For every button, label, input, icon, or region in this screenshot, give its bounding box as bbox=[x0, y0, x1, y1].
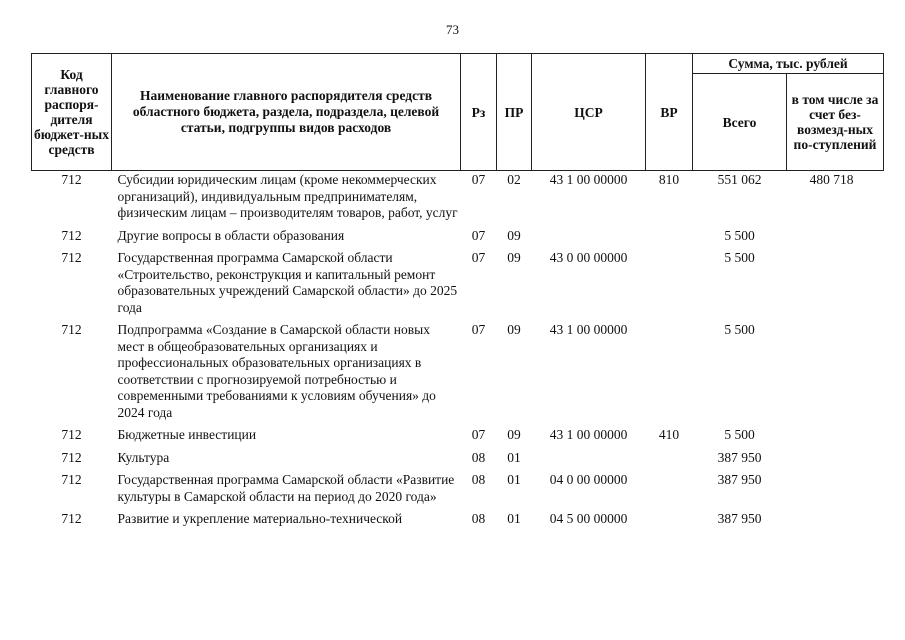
cell-rz: 08 bbox=[471, 472, 486, 487]
cell-pr: 01 bbox=[507, 511, 521, 526]
table-body bbox=[32, 171, 884, 534]
cell-total: 387 950 bbox=[717, 449, 762, 465]
cell-name: Культура bbox=[117, 449, 170, 465]
cell-pr: 01 bbox=[507, 449, 521, 465]
cell-name: Подпрограмма «Создание в Самарской области новых мест в общеобразовательных организациях и профессиональных образовательных организациях в соответствии с прогнозируемой потребностью и современными требованиями к условиям обучения» до 2024 года bbox=[117, 322, 436, 420]
cell-name: Государственная программа Самарской области «Развитие культуры в Самарской области на период до 2020 года» bbox=[117, 472, 455, 504]
table-row bbox=[32, 250, 884, 322]
cell-vr bbox=[646, 450, 693, 473]
cell-total: 387 950 bbox=[717, 472, 762, 487]
cell-code: 712 bbox=[61, 427, 82, 442]
cell-csr: 04 5 00 00000 bbox=[549, 511, 628, 526]
cell-grant bbox=[787, 450, 884, 473]
cell-rz: 07 bbox=[471, 172, 486, 187]
cell-pr: 09 bbox=[507, 250, 521, 265]
cell-csr: 04 0 00 00000 bbox=[549, 472, 628, 487]
cell-rz: 08 bbox=[471, 449, 486, 465]
table-row bbox=[32, 171, 884, 228]
cell-total: 5 500 bbox=[724, 427, 755, 442]
cell-grant bbox=[787, 472, 884, 511]
cell-csr: 43 1 00 00000 bbox=[549, 322, 628, 337]
header-total: Всего bbox=[693, 74, 787, 171]
table-header bbox=[32, 54, 884, 171]
cell-pr: 01 bbox=[507, 472, 521, 487]
cell-vr bbox=[646, 472, 693, 511]
cell-code: 712 bbox=[61, 227, 82, 243]
cell-rz: 07 bbox=[471, 227, 486, 243]
header-csr: ЦСР bbox=[532, 54, 646, 171]
cell-name: Государственная программа Самарской области «Строительство, реконструкция и капитальный ремонт образовательных учреждений Самарской области» до 2025 года bbox=[117, 250, 458, 315]
cell-pr: 09 bbox=[507, 322, 521, 337]
table-row bbox=[32, 450, 884, 473]
table-row bbox=[32, 472, 884, 511]
cell-rz: 07 bbox=[471, 250, 486, 265]
cell-rz: 07 bbox=[471, 322, 486, 337]
budget-table bbox=[31, 53, 884, 534]
cell-code: 712 bbox=[61, 511, 82, 526]
cell-vr bbox=[646, 228, 693, 251]
cell-rz: 08 bbox=[471, 511, 486, 526]
page-number: 73 bbox=[446, 22, 459, 37]
cell-total: 5 500 bbox=[724, 250, 755, 265]
header-vr: ВР bbox=[646, 54, 693, 171]
cell-rz: 07 bbox=[471, 427, 486, 442]
cell-vr: 410 bbox=[658, 427, 680, 442]
cell-total: 551 062 bbox=[717, 172, 762, 187]
cell-vr: 810 bbox=[658, 172, 680, 187]
cell-pr: 02 bbox=[507, 172, 521, 187]
header-name: Наименование главного распорядителя средств областного бюджета, раздела, подраздела, целевой статьи, подгруппы видов расходов bbox=[112, 54, 461, 171]
cell-total: 5 500 bbox=[724, 227, 755, 243]
cell-total: 387 950 bbox=[717, 511, 762, 526]
cell-code: 712 bbox=[61, 250, 82, 265]
cell-name: Субсидии юридическим лицам (кроме некоммерческих организаций), индивидуальным предпринимателям, физическим лицам – производителям товаров, работ, услуг bbox=[117, 172, 458, 220]
cell-grant bbox=[787, 250, 884, 322]
table-row bbox=[32, 228, 884, 251]
cell-csr: 43 1 00 00000 bbox=[549, 172, 628, 187]
cell-name: Другие вопросы в области образования bbox=[117, 227, 345, 243]
header-rz: Рз bbox=[461, 54, 497, 171]
cell-code: 712 bbox=[61, 472, 82, 487]
header-grant: в том числе за счет без-возмезд-ных по-ступлений bbox=[787, 74, 884, 171]
cell-grant bbox=[787, 427, 884, 450]
cell-csr: 43 0 00 00000 bbox=[549, 250, 628, 265]
cell-pr: 09 bbox=[507, 227, 521, 243]
table-row bbox=[32, 322, 884, 427]
table-row bbox=[32, 511, 884, 534]
cell-code: 712 bbox=[61, 322, 82, 337]
cell-grant bbox=[787, 322, 884, 427]
cell-pr: 09 bbox=[507, 427, 521, 442]
header-sum-group: Сумма, тыс. рублей bbox=[693, 54, 884, 74]
cell-vr bbox=[646, 511, 693, 534]
cell-vr bbox=[646, 250, 693, 322]
cell-csr: 43 1 00 00000 bbox=[549, 427, 628, 442]
header-pr: ПР bbox=[497, 54, 532, 171]
cell-code: 712 bbox=[61, 449, 82, 465]
cell-name: Бюджетные инвестиции bbox=[117, 427, 257, 442]
cell-grant: 480 718 bbox=[809, 172, 854, 187]
cell-grant bbox=[787, 228, 884, 251]
table-row bbox=[32, 427, 884, 450]
cell-code: 712 bbox=[61, 172, 82, 187]
cell-total: 5 500 bbox=[724, 322, 755, 337]
cell-csr bbox=[532, 450, 646, 473]
cell-csr bbox=[532, 228, 646, 251]
header-code: Код главного распоря-дителя бюджет-ных средств bbox=[32, 54, 112, 171]
cell-vr bbox=[646, 322, 693, 427]
cell-name: Развитие и укрепление материально-технической bbox=[117, 511, 403, 526]
cell-grant bbox=[787, 511, 884, 534]
